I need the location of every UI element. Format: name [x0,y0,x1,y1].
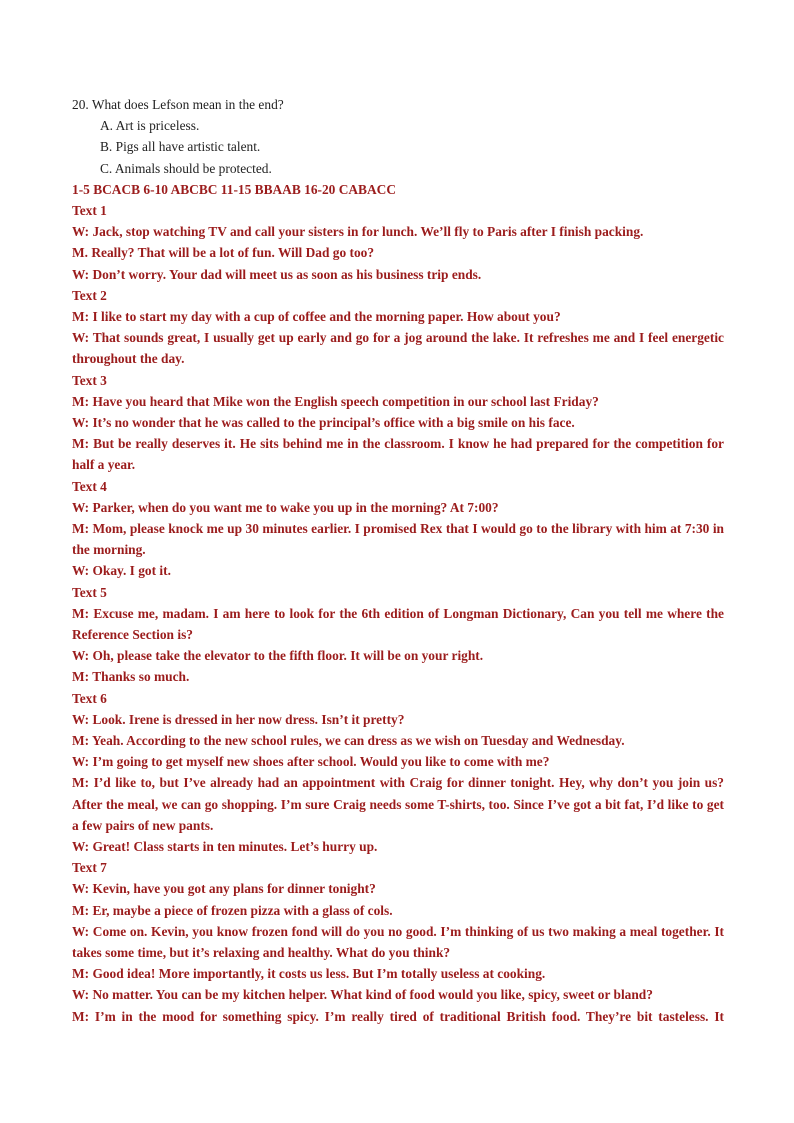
text-1-line-2: M. Really? That will be a lot of fun. Will Dad go too? [72,245,375,261]
question-stem: 20. What does Lefson mean in the end? [72,97,284,112]
text-2-line-1: M: I like to start my day with a cup of coffee and the morning paper. How about you? [72,308,561,324]
text-4-line-2: M: Mom, please knock me up 30 minutes earlier. I promised Rex that I would go to the library with him at 7:30 in the morning. [72,520,724,558]
text-1-line-3: W: Don’t worry. Your dad will meet us as soon as his business trip ends. [72,266,482,282]
document-page [72,94,724,1027]
text-6-line-5: W: Great! Class starts in ten minutes. Let’s hurry up. [72,838,378,854]
option-a: A. Art is priceless. [100,118,200,134]
text-7-line-2: M: Er, maybe a piece of frozen pizza with a glass of cols. [72,902,393,918]
text-5-line-2: W: Oh, please take the elevator to the fifth floor. It will be on your right. [72,648,484,664]
text-6-line-4: M: I’d like to, but I’ve already had an appointment with Craig for dinner tonight. Hey, why don’t you join us? After the meal, we can go shopping. I’m sure Craig needs some T-shirts, too. Since I’ve got a bit fat, I’d like to get a few pairs of new pants. [72,775,724,833]
text-2-title: Text 2 [72,287,107,303]
text-7-line-1: W: Kevin, have you got any plans for dinner tonight? [72,881,376,897]
option-c: C. Animals should be protected. [100,160,272,176]
text-3-title: Text 3 [72,372,107,388]
option-b: B. Pigs all have artistic talent. [100,139,261,155]
text-3-line-2: W: It’s no wonder that he was called to the principal’s office with a big smile on his face. [72,414,575,430]
text-4-line-3: W: Okay. I got it. [72,563,171,579]
text-4-title: Text 4 [72,478,107,494]
text-5-line-1: M: Excuse me, madam. I am here to look for the 6th edition of Longman Dictionary, Can you tell me where the Reference Section is? [72,605,724,642]
text-7-line-6: M: I’m in the mood for something spicy. I’m really tired of traditional British food. They’re bit tasteless. It [72,1008,724,1024]
text-7-line-5: W: No matter. You can be my kitchen helper. What kind of food would you like, spicy, sweet or bland? [72,987,653,1003]
text-3-line-1: M: Have you heard that Mike won the English speech competition in our school last Friday? [72,393,599,409]
text-6-line-2: M: Yeah. According to the new school rules, we can dress as we wish on Tuesday and Wednesday. [72,732,625,748]
text-4-line-1: W: Parker, when do you want me to wake you up in the morning? At 7:00? [72,499,499,515]
text-7-title: Text 7 [72,860,107,876]
text-7-line-3: W: Come on. Kevin, you know frozen fond will do you no good. I’m thinking of us two making a meal together. It takes some time, but it’s relaxing and healthy. What do you think? [72,923,724,960]
text-1-title: Text 1 [72,202,107,218]
text-3-line-3: M: But be really deserves it. He sits behind me in the classroom. I know he had prepared for the competition for half a year. [72,436,724,473]
text-7-line-4: M: Good idea! More importantly, it costs us less. But I’m totally useless at cooking. [72,966,546,982]
text-5-title: Text 5 [72,584,107,600]
text-1-line-1: W: Jack, stop watching TV and call your sisters in for lunch. We’ll fly to Paris after I finish packing. [72,224,644,240]
text-6-title: Text 6 [72,690,107,706]
text-6-line-3: W: I’m going to get myself new shoes after school. Would you like to come with me? [72,754,550,770]
text-5-line-3: M: Thanks so much. [72,669,190,685]
answer-key: 1-5 BCACB 6-10 ABCBC 11-15 BBAAB 16-20 CABACC [72,181,396,197]
text-2-line-2: W: That sounds great, I usually get up early and go for a jog around the lake. It refreshes me and I feel energetic throughout the day. [72,330,724,367]
text-6-line-1: W: Look. Irene is dressed in her now dress. Isn’t it pretty? [72,711,405,727]
